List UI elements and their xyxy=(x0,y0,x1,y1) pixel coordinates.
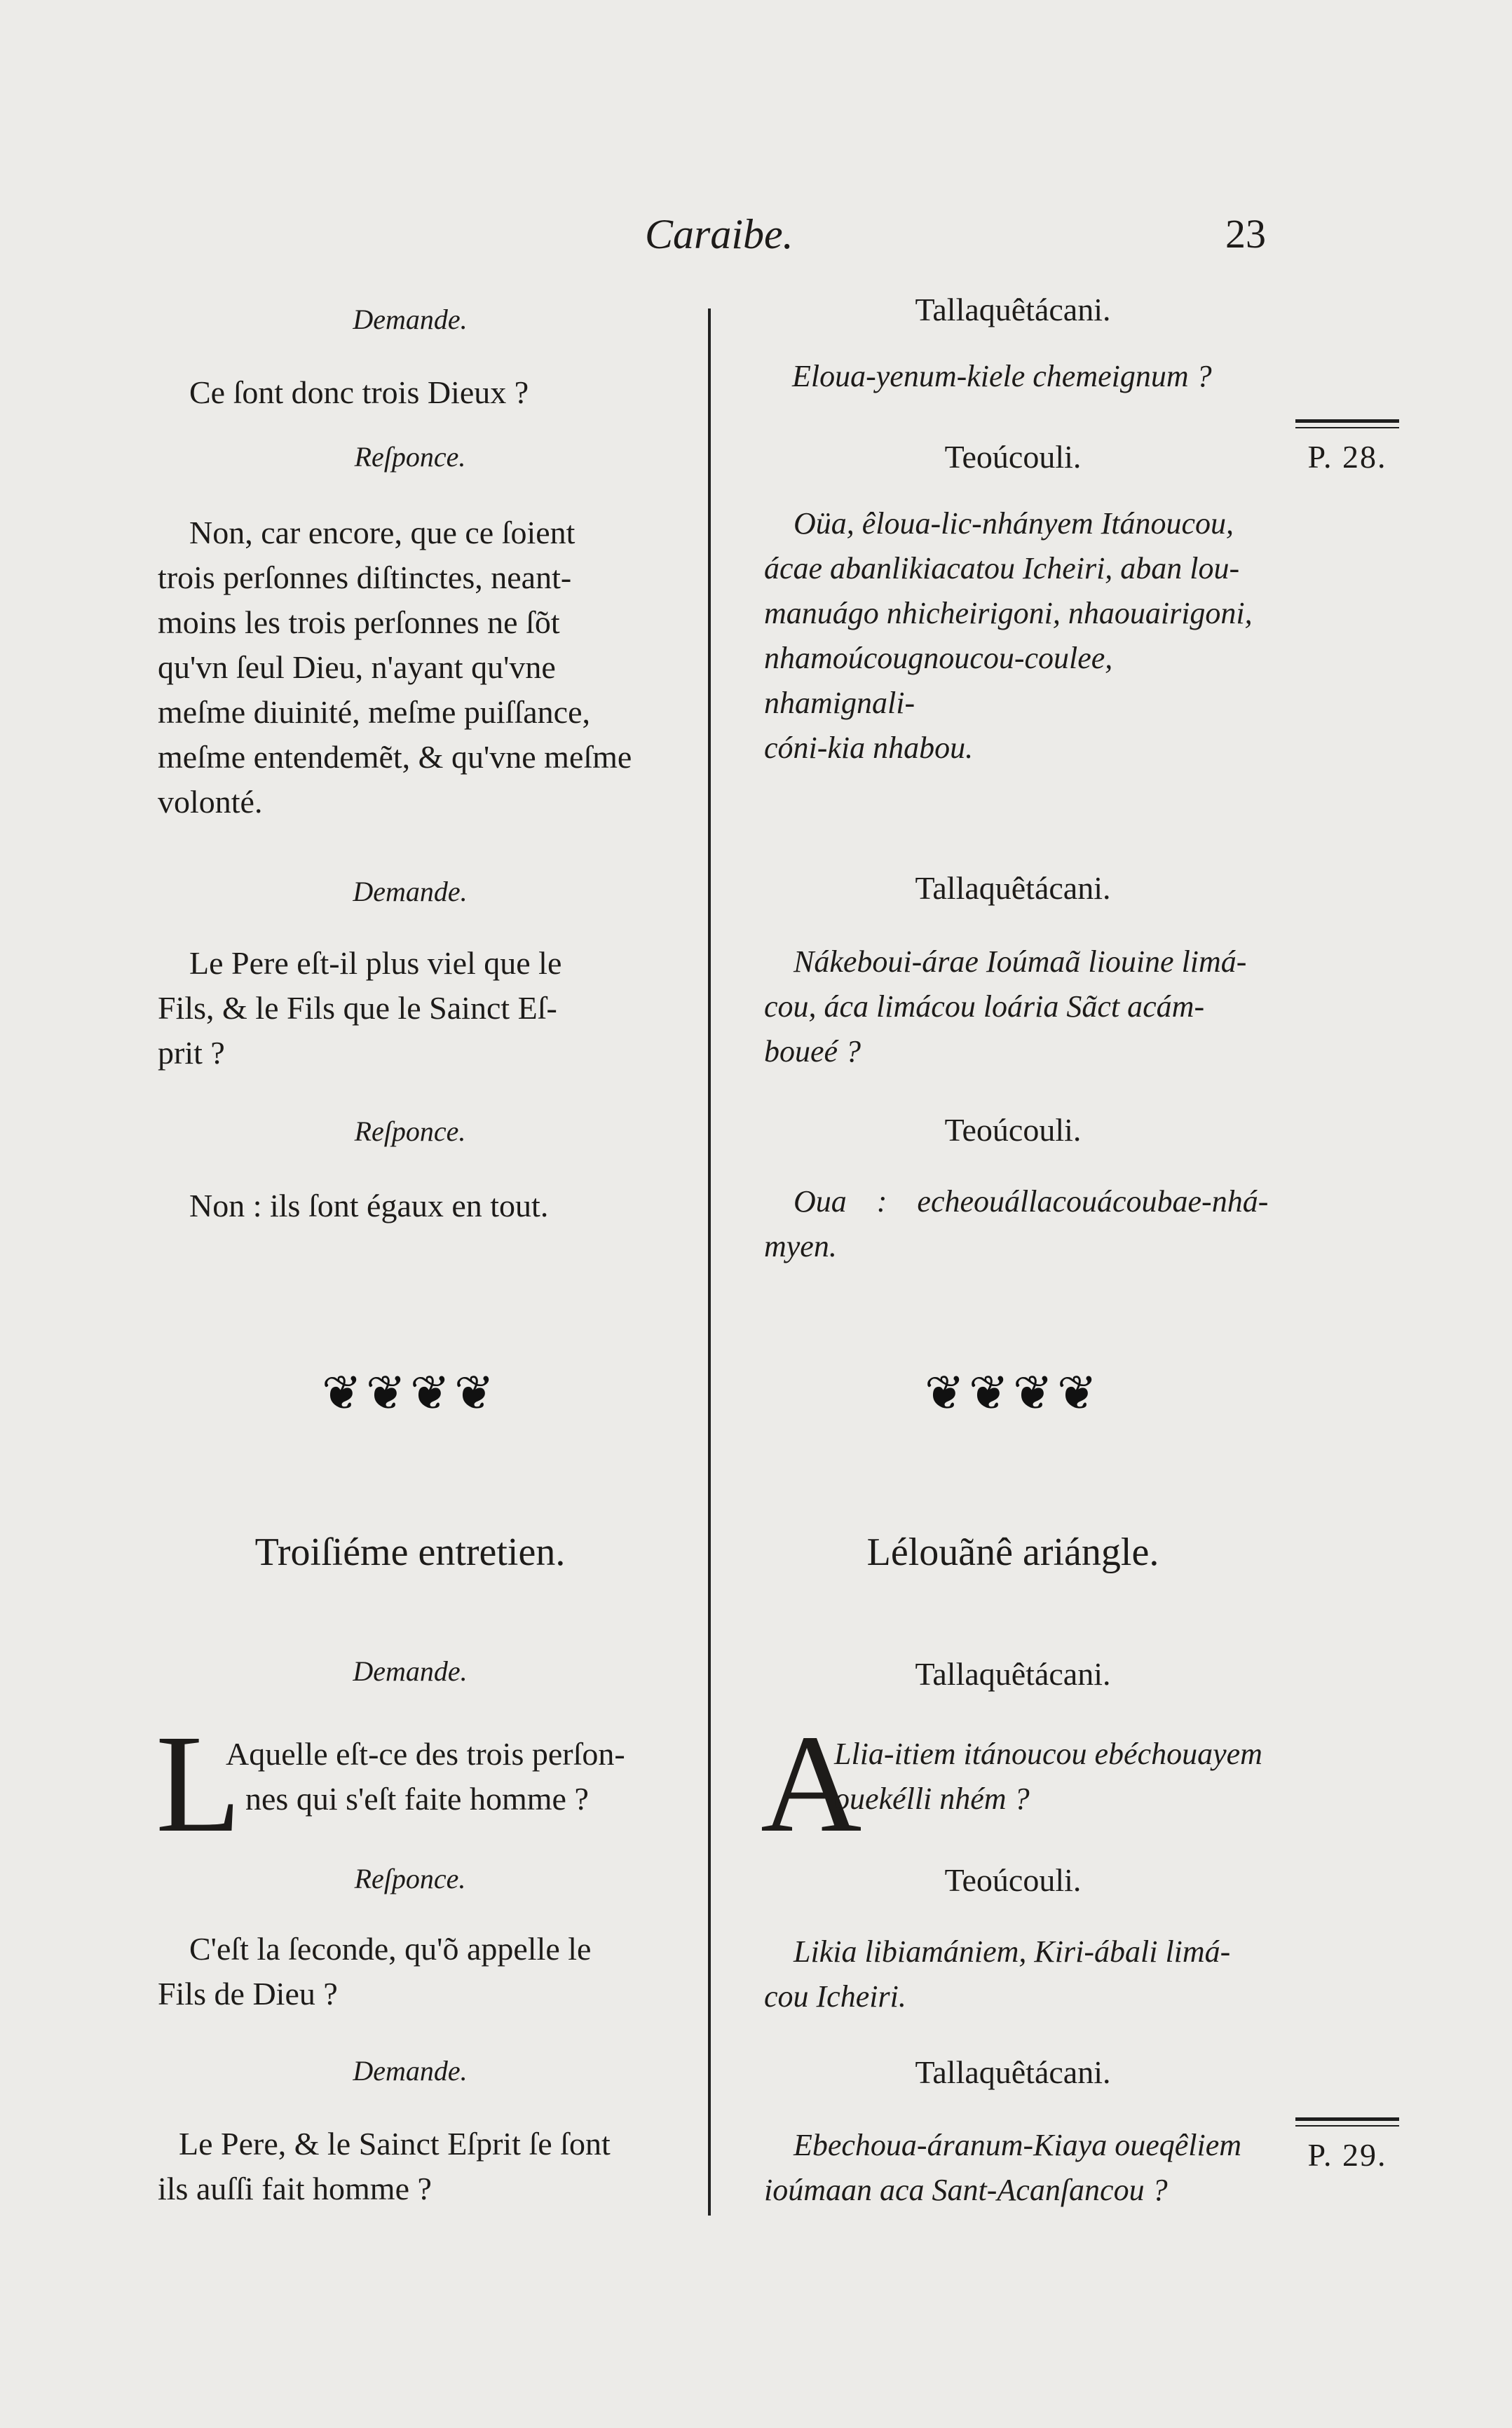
response-text: Non : ils ſont égaux en tout. xyxy=(189,1188,549,1223)
question-text: Nákeboui-árae Ioúmaã liouine limá- cou, áca limácou loária Sãct acám- boueé ? xyxy=(764,944,1247,1069)
drop-cap-letter: A xyxy=(761,1707,862,1861)
answer-label: Teoúcouli. xyxy=(944,1862,1082,1898)
question-label: Demande. xyxy=(353,1655,468,1687)
question-text: Llia-itiem itánoucou ebéchouayem ouekélli nhém ? xyxy=(834,1737,1262,1816)
question-text: Le Pere, & le Sainct Eſprit ſe ſont ils auſſi fait homme ? xyxy=(158,2126,611,2206)
response-label: Reſponce. xyxy=(354,1115,466,1147)
question-label: Demande. xyxy=(353,2055,468,2087)
margin-rule xyxy=(1295,427,1399,428)
section-title: Lélouãnê ariángle. xyxy=(866,1531,1159,1574)
answer-text: Likia libiamániem, Kiri-ábali limá- cou Icheiri. xyxy=(764,1934,1231,2014)
margin-reference: P. 29. xyxy=(1295,2117,1399,2173)
margin-reference: P. 28. xyxy=(1295,419,1399,475)
answer-label: Teoúcouli. xyxy=(944,439,1082,475)
question-text: Aquelle eſt-ce des trois perſon- nes qui s'eſt faite homme ? xyxy=(226,1736,625,1817)
question-label: Demande. xyxy=(353,304,468,335)
margin-rule xyxy=(1295,419,1399,423)
question-label: Tallaquêtácani. xyxy=(915,2054,1111,2090)
answer-label: Teoúcouli. xyxy=(944,1112,1082,1148)
ornamental-band: ❦❦❦❦ xyxy=(925,1366,1101,1421)
drop-cap-letter: L xyxy=(156,1707,242,1861)
question-label: Tallaquêtácani. xyxy=(915,1656,1111,1692)
answer-text: Oüa, êloua-lic-nhányem Itánoucou, ácae abanlikiacatou Icheiri, aban lou- manuágo nhicheirigoni, nhaouairigoni, nhamoúcougnoucou-coulee, nhamignali- cóni-kia nhabou. xyxy=(764,506,1253,765)
question-text: Le Pere eſt-il plus viel que le Fils, & le Fils que le Sainct Eſ- prit ? xyxy=(158,945,562,1071)
question-text: Eloua-yenum-kiele chemeignum ? xyxy=(792,359,1212,393)
response-label: Reſponce. xyxy=(354,1863,466,1894)
question-text: Ce ſont donc trois Dieux ? xyxy=(189,374,529,410)
answer-text: Oua : echeouállacouácoubae-nhá- myen. xyxy=(764,1184,1269,1263)
response-text: Non, car encore, que ce ſoient trois perſonnes diſtinctes, neant- moins les trois perſonnes ne ſõt qu'vn ſeul Dieu, n'ayant qu'vne meſme diuinité, meſme puiſſance, meſme entendemẽt, & qu'vne meſme volonté. xyxy=(158,515,632,820)
margin-rule xyxy=(1295,2117,1399,2121)
question-label: Tallaquêtácani. xyxy=(915,870,1111,906)
column-divider xyxy=(708,308,711,2216)
ornamental-band: ❦❦❦❦ xyxy=(322,1366,498,1421)
page-number: 23 xyxy=(1225,211,1266,257)
response-label: Reſponce. xyxy=(354,441,466,473)
question-label: Tallaquêtácani. xyxy=(915,292,1111,327)
response-text: C'eſt la ſeconde, qu'õ appelle le Fils de Dieu ? xyxy=(158,1931,592,2012)
margin-rule xyxy=(1295,2125,1399,2127)
question-label: Demande. xyxy=(353,876,468,907)
running-title: Caraibe. xyxy=(645,211,794,257)
question-text: Ebechoua-áranum-Kiaya oueqêliem ioúmaan aca Sant-Acanſancou ? xyxy=(764,2128,1242,2207)
section-title: Troiſiéme entretien. xyxy=(254,1531,566,1574)
